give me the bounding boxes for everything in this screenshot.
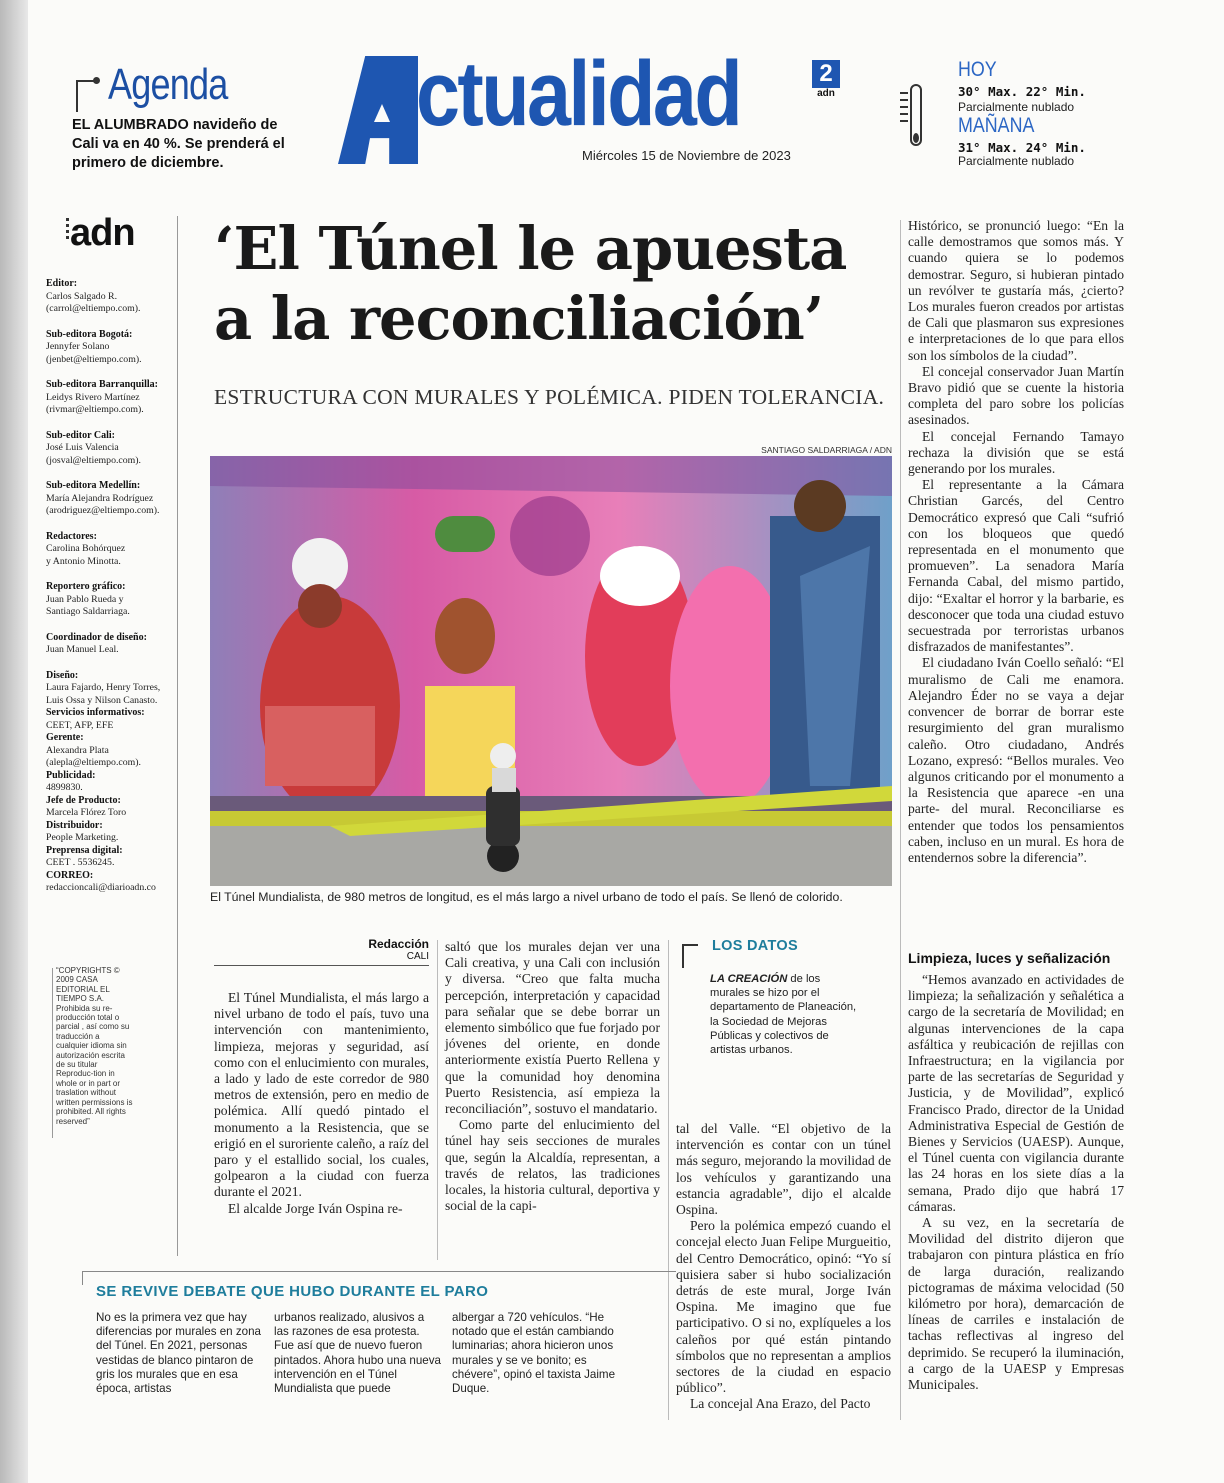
staff-name: Alexandra Plata: [46, 744, 109, 756]
article-paragraph: A su vez, en la secretaría de Movilidad del distrito dijeron que trabajaron con pintura plástica en frío de larga duración, realizando pictogramas de máxima velocidad (50 kilómetro por hora), demarcación de líneas de carriles e instalación de tachas reflectivas al ingreso del deprimido. Se recuperó la iluminación, a cargo de la UAESP y Empresas Municipales.: [908, 1215, 1124, 1393]
section-title: ctualidad: [416, 43, 741, 145]
column-divider: [177, 216, 178, 1256]
staff-role: Jefe de Producto:: [46, 794, 121, 806]
article-paragraph: El concejal conservador Juan Martín Bravo pidió que se cuente la historia completa del paro sobre los policías asesinados.: [908, 363, 1124, 428]
article-paragraph: El ciudadano Iván Coello señaló: “El muralismo de Cali me enamora. Alejandro Éder no se vaya a dejar convencer de borrar de borrar este resurgimiento del gran muralismo caleño. Otro ciudadano, Andrés Lozano, expresó: “Bellos murales. Veo algunos criticando por el monumento a la Resistencia que aparece -en una parte- del mural. Reconciliarse es entender que todos los pensamientos caben, incluso en un mural. Es hora de entendernos sobre la diferencia”.: [908, 655, 1124, 865]
staff-name: CEET . 5536245.: [46, 857, 115, 868]
thermometer-icon: [910, 84, 922, 146]
staff-name: (arodriguez@eltiempo.com).: [46, 505, 160, 516]
issue-date: Miércoles 15 de Noviembre de 2023: [582, 148, 791, 163]
article-column-3: [676, 1121, 891, 1413]
article-paragraph: La concejal Ana Erazo, del Pacto: [690, 1396, 871, 1412]
staff-entry: [46, 732, 196, 770]
masthead-a-logo-icon: [338, 56, 418, 164]
staff-name: redaccioncali@diarioadn.co: [46, 882, 156, 893]
staff-name: (carrol@eltiempo.com).: [46, 303, 141, 314]
staff-entry: [46, 820, 196, 845]
headline: [214, 214, 914, 354]
agenda-text: EL ALUMBRADO navideño de Cali va en 40 %. Se prenderá el primero de diciembre.: [72, 117, 285, 171]
staff-name: (rivmar@eltiempo.com).: [46, 404, 144, 415]
byline-author: Redacción: [368, 937, 429, 951]
staff-role: Servicios informativos:: [46, 707, 145, 718]
staff-name: 4899830.: [46, 782, 83, 793]
weather-tomorrow-temp: 31° Max. 24° Min.: [958, 140, 1086, 155]
article-paragraph: El representante a la Cámara Christian Garcés, del Centro Democrático expresó que Cali “sufrió con los bloqueos que quedó representada en el monumento que promueven”. La senadora María Fernanda Cabal, del mismo partido, dijo: “Exaltar el horror y la barbarie, es desconocer que toda una ciudad estuvo secuestrada por terroristas urbanos disfrazados de manifestantes”.: [908, 477, 1124, 655]
staff-role: Sub-editora Barranquilla:: [46, 379, 158, 390]
staff-name: Santiago Saldarriaga.: [46, 606, 130, 617]
agenda-bracket-icon: [76, 80, 96, 112]
staff-name: Leidys Rivero Martínez: [46, 391, 140, 403]
staff-name: (jenbet@eltiempo.com).: [46, 353, 142, 365]
staff-role: Redactores:: [46, 530, 97, 542]
article-paragraph: El alcalde Jorge Iván Ospina re-: [228, 1200, 403, 1216]
article-paragraph: saltó que los murales dejan ver una Cali creativa, y una Cali con inclusión y diversa. “Creo que falta mucha percepción, interpretación y capacidad para señalar que se debe borrar un elemento simbólico que fue forjado por jóvenes del oriente, en donde anteriormente existía Puerto Rellena y que la comunidad hoy denomina Puerto Resistencia, así empieza la reconciliación”, sostuvo el mandatario.: [445, 939, 660, 1117]
byline-city: CALI: [406, 951, 429, 962]
staff-role: Reportero gráfico:: [46, 581, 126, 592]
photo-caption: El Túnel Mundialista, de 980 metros de longitud, es el más largo a nivel urbano de todo el país. Se llenó de colorido.: [210, 890, 843, 904]
staff-name: Carolina Bohórquez: [46, 543, 126, 554]
staff-entry: [46, 581, 196, 619]
article-column-1: [214, 990, 429, 1217]
staff-name: José Luis Valencia: [46, 442, 119, 453]
staff-entry: [46, 707, 196, 732]
mural-illustration: [210, 456, 892, 886]
staff-role: Distribuidor:: [46, 819, 103, 831]
staff-role: Sub-editor Cali:: [46, 429, 115, 441]
datos-text: [710, 972, 860, 1057]
article-column-4: [908, 218, 1124, 866]
staff-entry: [46, 870, 196, 895]
masthead: [338, 43, 848, 172]
page-number: 2: [812, 60, 840, 88]
staff-entry: [46, 430, 196, 468]
staff-role: CORREO:: [46, 869, 94, 881]
staff-role: Preprensa digital:: [46, 844, 123, 856]
staff-role: Publicidad:: [46, 769, 96, 781]
staff-name: Juan Pablo Rueda y: [46, 593, 124, 605]
box-rule: [82, 1271, 83, 1285]
article-paragraph: Como parte del enlucimiento del túnel hay seis secciones de murales que, según la Alcaldía, representan, a través de relatos, las tradiciones locales, la historia cultural, deportiva y social de la capi-: [445, 1117, 660, 1214]
staff-entry: [46, 278, 196, 316]
box-rule: [82, 1271, 676, 1272]
box-title: SE REVIVE DEBATE QUE HUBO DURANTE EL PARO: [96, 1283, 489, 1300]
staff-role: Sub-editora Bogotá:: [46, 328, 133, 340]
datos-bracket-icon: [682, 944, 698, 968]
staff-name: Carlos Salgado R.: [46, 290, 118, 302]
byline: [214, 937, 429, 966]
weather-tomorrow-condition: Parcialmente nublado: [958, 154, 1075, 168]
staff-entry: [46, 480, 196, 518]
subsection-title: Limpieza, luces y señalización: [908, 950, 1111, 966]
staff-entry: [46, 670, 196, 708]
weather-today-temp: 30° Max. 22° Min.: [958, 84, 1086, 99]
page-brand: adn: [817, 88, 835, 99]
column-divider: [900, 220, 901, 1420]
staff-name: Jennyfer Solano: [46, 341, 110, 352]
box-column-1: No es la primera vez que hay diferencias por murales en zona del Túnel. En 2021, personas vestidas de blanco pintaron de gris los murales que en esa época, artistas: [96, 1311, 261, 1396]
headline-line-1: ‘El Túnel le apuesta: [214, 214, 847, 283]
headline-line-2: a la reconciliación’: [214, 284, 824, 353]
staff-name: People Marketing.: [46, 832, 119, 843]
photo-credit: SANTIAGO SALDARRIAGA / ADN: [761, 445, 892, 455]
staff-name: Juan Manuel Leal.: [46, 644, 119, 655]
staff-name: Laura Fajardo, Henry Torres,: [46, 682, 161, 693]
staff-entry: [46, 845, 196, 870]
staff-entry: [46, 795, 196, 820]
article-paragraph: Histórico, se pronunció luego: “En la calle demostramos que somos más. Y cuando quiera se lo podemos demostrar. Seguro, si hubieran pintado un revólver te gustaría más, ¿cierto? Los murales fueron creados por artistas de Cali que plasmaron sus expresiones e interpretaciones de lo que para ellos son los símbolos de la ciudad”.: [908, 218, 1124, 363]
datos-body: de los murales se hizo por el departamento de Planeación, la Sociedad de Mejoras Públicas y colectivos de artistas urbanos.: [710, 973, 857, 1057]
staff-name: María Alejandra Rodríguez: [46, 492, 154, 504]
staff-list: [46, 278, 196, 895]
staff-role: Sub-editora Medellín:: [46, 480, 141, 491]
box-column-3: albergar a 720 vehículos. “He notado que el están cambiando luminarias; ahora hicieron unos murales y se ve bonito; es chévere”, opinó el taxista Jaime Duque.: [452, 1311, 616, 1396]
staff-name: Luis Ossa y Nilson Canasto.: [46, 694, 158, 706]
page-fold-shadow: [0, 0, 28, 1483]
staff-entry: [46, 329, 196, 367]
article-column-4-continued: [908, 972, 1124, 1393]
weather-today-label: HOY: [958, 58, 997, 81]
adn-logo: adn: [70, 212, 135, 254]
article-paragraph: tal del Valle. “El objetivo de la intervención es contar con un túnel más seguro, mejorando la movilidad de los vehículos y garantizando una estancia agradable”, dijo el alcalde Ospina.: [676, 1121, 891, 1218]
datos-lead: LA CREACIÓN: [710, 973, 788, 985]
staff-name: (alepla@eltiempo.com).: [46, 757, 141, 768]
staff-name: Marcela Flórez Toro: [46, 807, 127, 818]
article-paragraph: Pero la polémica empezó cuando el concejal electo Juan Felipe Murgueitio, del Centro Democrático, opinó: “Yo sí quisiera saber si hubo socialización detrás de este mural, Jorge Iván Ospina. Me imagino que fue participativo. O si no, explíqueles a los caleños por qué están pintando símbolos que no representan a amplios sectores de la ciudad en espacio público”.: [676, 1218, 891, 1396]
copyright-notice: “COPYRIGHTS © 2009 CASA EDITORIAL EL TIEMPO S.A. Prohibida su re-producción total o parcial , así como su traducción a cualquier idioma sin autorización escrita de su titular Reproduc-tion in whole or in part or traslation without written permissions is prohibited. All rights reserved”: [56, 966, 133, 1126]
column-divider: [437, 940, 438, 1260]
thermometer-ticks: [900, 92, 908, 122]
staff-entry: [46, 632, 196, 657]
article-paragraph: El Túnel Mundialista, el más largo a nivel urbano de todo el país, tuvo una intervención con mantenimiento, limpieza, mejoras y seguridad, así como con el enlucimiento con murales, a lado y lado de este corredor de 980 metros de extensión, pero en medio de polémica. Allí quedó pintado el monumento a la Resistencia, que se erigió en el suroriente caleño, a raíz del paro y el estallido social, los cuales, golpearon a la ciudad con fuerza durante el 2021.: [214, 990, 429, 1200]
box-column-2: urbanos realizado, alusivos a las razones de esa protesta. Fue así que de nuevo fueron pintados. Ahora hubo una nueva intervención en el Túnel Mundialista que puede: [274, 1311, 441, 1396]
staff-entry: [46, 770, 196, 795]
article-paragraph: “Hemos avanzado en actividades de limpieza; la señalización y señalética a cargo de la secretaría de Movilidad; en algunas intervenciones de la capa asfáltica y reubicación de rejillas con Infraestructura; en la vigilancia por parte de las secretarías de Seguridad y Justicia, y de Movilidad”, explicó Francisco Prado, director de la Unidad Administrativa Especial de Gestión de Bienes y Servicios (UAESP). Aunque, el Túnel cuenta con vigilancia durante las 24 horas en los siete días a la semana, Prado dijo que habrá 17 cámaras.: [908, 972, 1124, 1214]
staff-role: Editor:: [46, 278, 78, 289]
staff-name: y Antonio Minotta.: [46, 555, 121, 567]
article-column-2: [445, 939, 660, 1214]
staff-role: Gerente:: [46, 732, 84, 743]
sidebar-box: [82, 1271, 676, 1431]
staff-entry: [46, 379, 196, 417]
staff-name: CEET, AFP, EFE: [46, 719, 114, 731]
mural-photo: [210, 456, 892, 886]
staff-name: (josval@eltiempo.com).: [46, 454, 141, 466]
subheadline: ESTRUCTURA CON MURALES Y POLÉMICA. PIDEN TOLERANCIA.: [214, 385, 885, 409]
weather-tomorrow-label: MAÑANA: [958, 114, 1035, 137]
article-paragraph: El concejal Fernando Tamayo rechaza la división que se está generando por los murales.: [908, 428, 1124, 477]
staff-role: Coordinador de diseño:: [46, 631, 147, 643]
staff-role: Diseño:: [46, 669, 79, 681]
datos-title: LOS DATOS: [712, 938, 798, 954]
weather-today-condition: Parcialmente nublado: [958, 100, 1075, 114]
staff-entry: [46, 531, 196, 569]
agenda-title: Agenda: [108, 60, 228, 109]
